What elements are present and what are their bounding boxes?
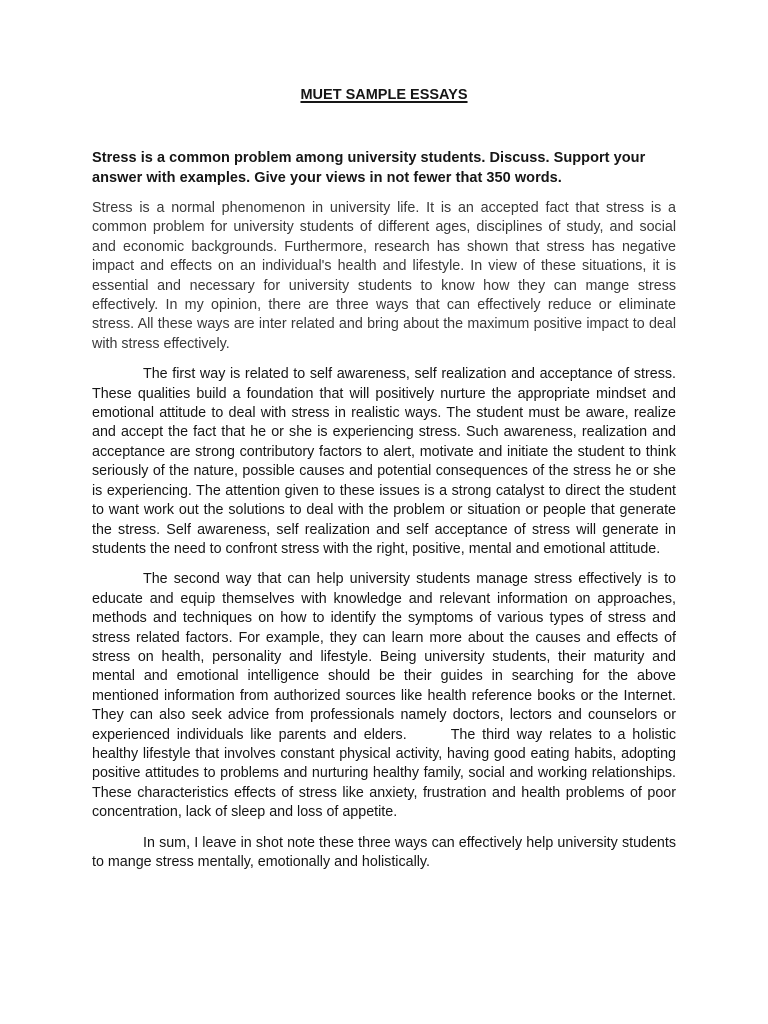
essay-prompt: Stress is a common problem among university students. Discuss. Support your answer with examples. Give your views in not fewer that 350 words. — [92, 150, 646, 186]
paragraph-second-way — [92, 570, 676, 822]
paragraph-second-way-text: The second way that can help university students manage stress effectively is to educate and equip themselves with knowledge and relevant information on approaches, methods and techniques on how to identify the symptoms of various types of stress and stress related factors. For example, they can learn more about the causes and effects of stress on health, personality and lifestyle. Being university students, their maturity and mental and emotional intelligence should be their guides in searching for the above mentioned information from authorized sources like health reference books or the Internet. They can also seek advice from professionals namely doctors, lectors and counselors or experienced individuals like parents and elders. — [92, 571, 676, 743]
essay-body — [92, 199, 676, 883]
document-title-text: MUET SAMPLE ESSAYS — [300, 87, 468, 103]
paragraph-intro: Stress is a normal phenomenon in university life. It is an accepted fact that stress is a common problem for university students of different ages, disciplines of study, and social and economic backgrounds. Furthermore, research has shown that stress has negative impact and effects on an individual's health and lifestyle. In view of these situations, it is essential and necessary for university students to know how they can mange stress effectively. In my opinion, there are three ways that can effectively reduce or eliminate stress. All these ways are inter related and bring about the maximum positive impact to deal with stress effectively. — [92, 200, 676, 352]
paragraph-first-way: The first way is related to self awareness, self realization and acceptance of stress. These qualities build a foundation that will positively nurture the appropriate mindset and emotional attitude to deal with stress in realistic ways. The student must be aware, realize and accept the fact that he or she is experiencing stress. Such awareness, realization and acceptance are strong contributory factors to alert, motivate and initiate the student to think seriously of the nature, possible causes and potential consequences of the stress he or she is experiencing. The attention given to these issues is a strong catalyst to direct the student to want work out the solutions to deal with the problem or situation or people that generate the stress. Self awareness, self realization and self acceptance of stress will generate in students the need to confront stress with the right, positive, mental and emotional attitude. — [92, 366, 676, 557]
paragraph-third-way-text: The third way relates to a holistic healthy lifestyle that involves constant physical activity, having good eating habits, adopting positive attitudes to problems and nurturing healthy family, social and working relationships. These characteristics effects of stress like anxiety, frustration and health problems of poor concentration, lack of sleep and loss of appetite. — [92, 726, 676, 821]
paragraph-conclusion: In sum, I leave in shot note these three ways can effectively help university students to mange stress mentally, emotionally and holistically. — [92, 834, 676, 870]
document-title — [92, 86, 676, 104]
